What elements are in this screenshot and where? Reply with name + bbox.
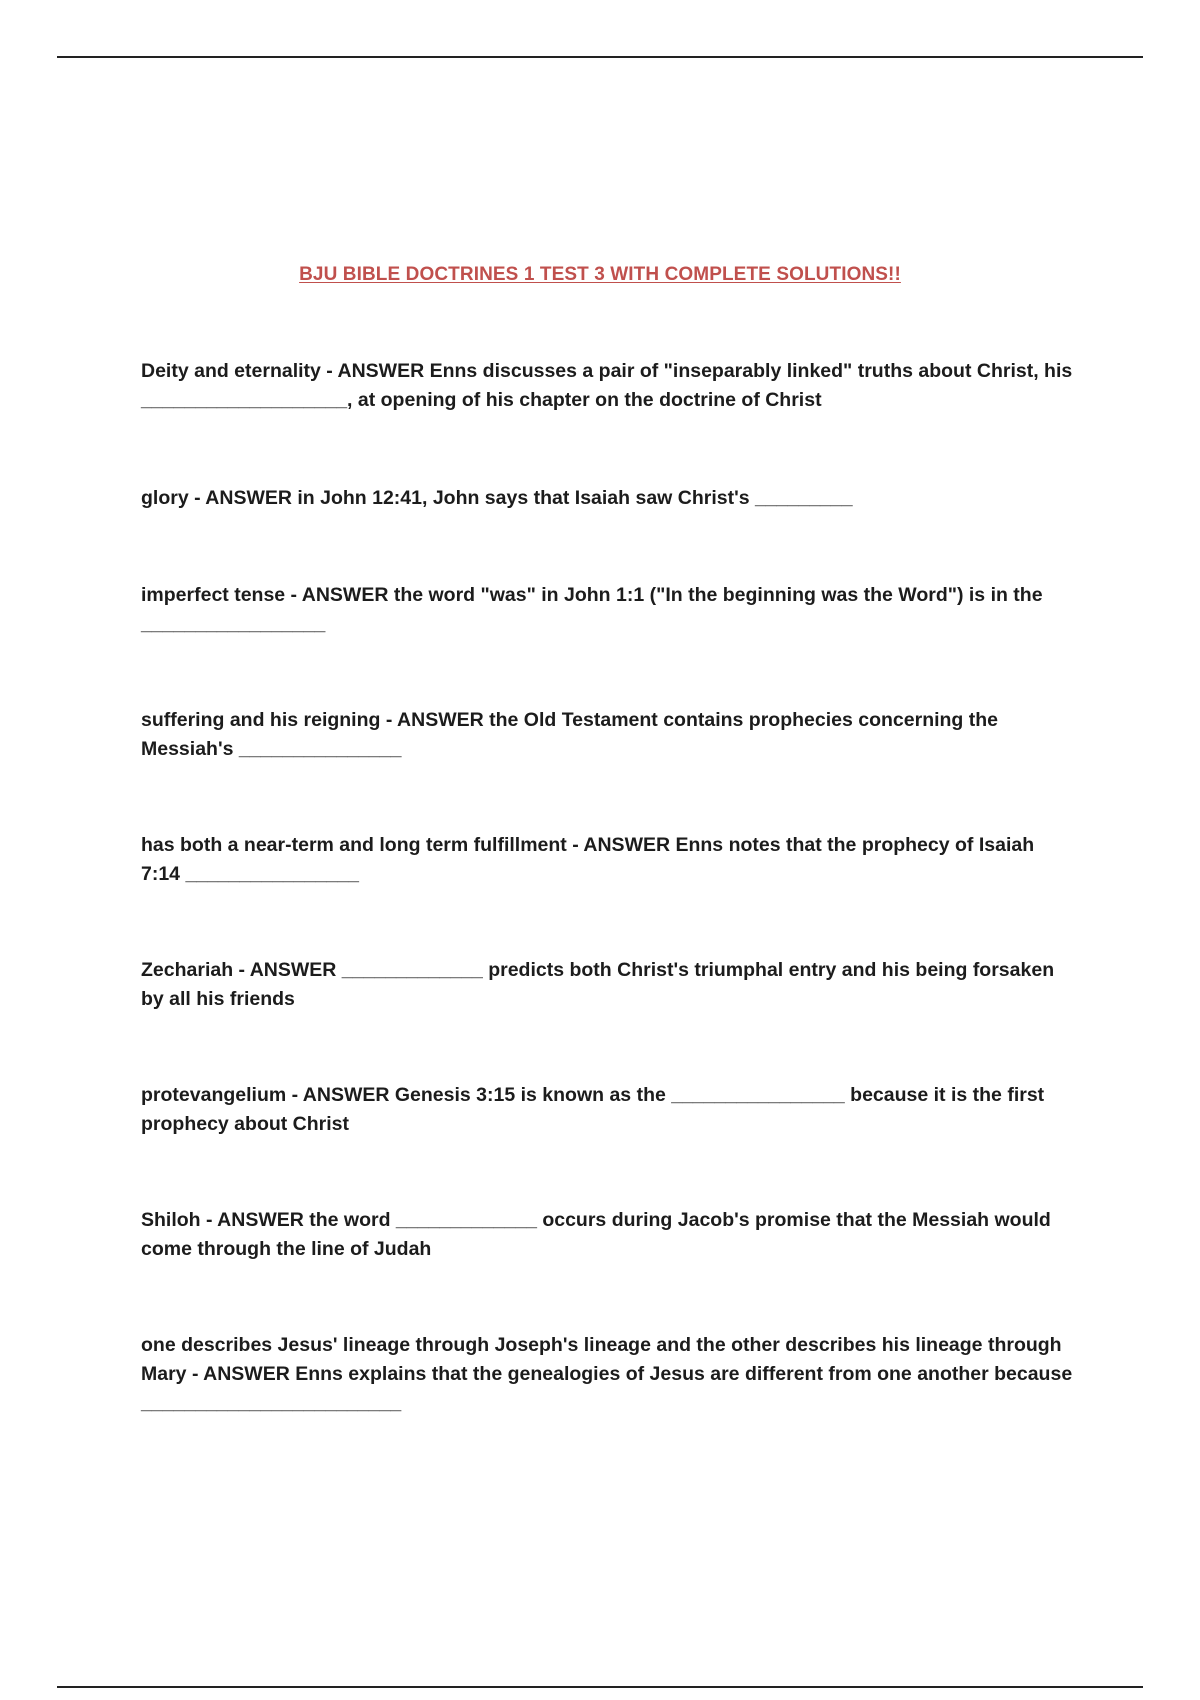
qa-entry-8: Shiloh - ANSWER the word _____________ occurs during Jacob's promise that the Messiah would come through the line of Judah [141,1209,1051,1260]
top-rule [57,56,1143,58]
qa-entry-6: Zechariah - ANSWER _____________ predicts both Christ's triumphal entry and his being forsaken by all his friends [141,959,1055,1010]
qa-entry-2: glory - ANSWER in John 12:41, John says that Isaiah saw Christ's _________ [141,487,853,509]
qa-entry-5: has both a near-term and long term fulfillment - ANSWER Enns notes that the prophecy of Isaiah 7:14 ________________ [141,834,1035,885]
qa-list [141,357,1076,1418]
qa-entry-9: one describes Jesus' lineage through Joseph's lineage and the other describes his lineage through Mary - ANSWER Enns explains that the genealogies of Jesus are different from one another because ________________________ [141,1334,1073,1414]
qa-entry-3: imperfect tense - ANSWER the word "was" in John 1:1 ("In the beginning was the Word") is in the _________________ [141,584,1043,635]
bottom-rule [57,1686,1143,1688]
qa-entry-7: protevangelium - ANSWER Genesis 3:15 is known as the ________________ because it is the first prophecy about Christ [141,1084,1045,1135]
document-title: BJU BIBLE DOCTRINES 1 TEST 3 WITH COMPLETE SOLUTIONS!! [299,264,901,285]
qa-entry-1: Deity and eternality - ANSWER Enns discusses a pair of "inseparably linked" truths about Christ, his ___________________, at opening of his chapter on the doctrine of Christ [141,360,1073,411]
qa-entry-4: suffering and his reigning - ANSWER the Old Testament contains prophecies concerning the Messiah's _______________ [141,709,999,760]
